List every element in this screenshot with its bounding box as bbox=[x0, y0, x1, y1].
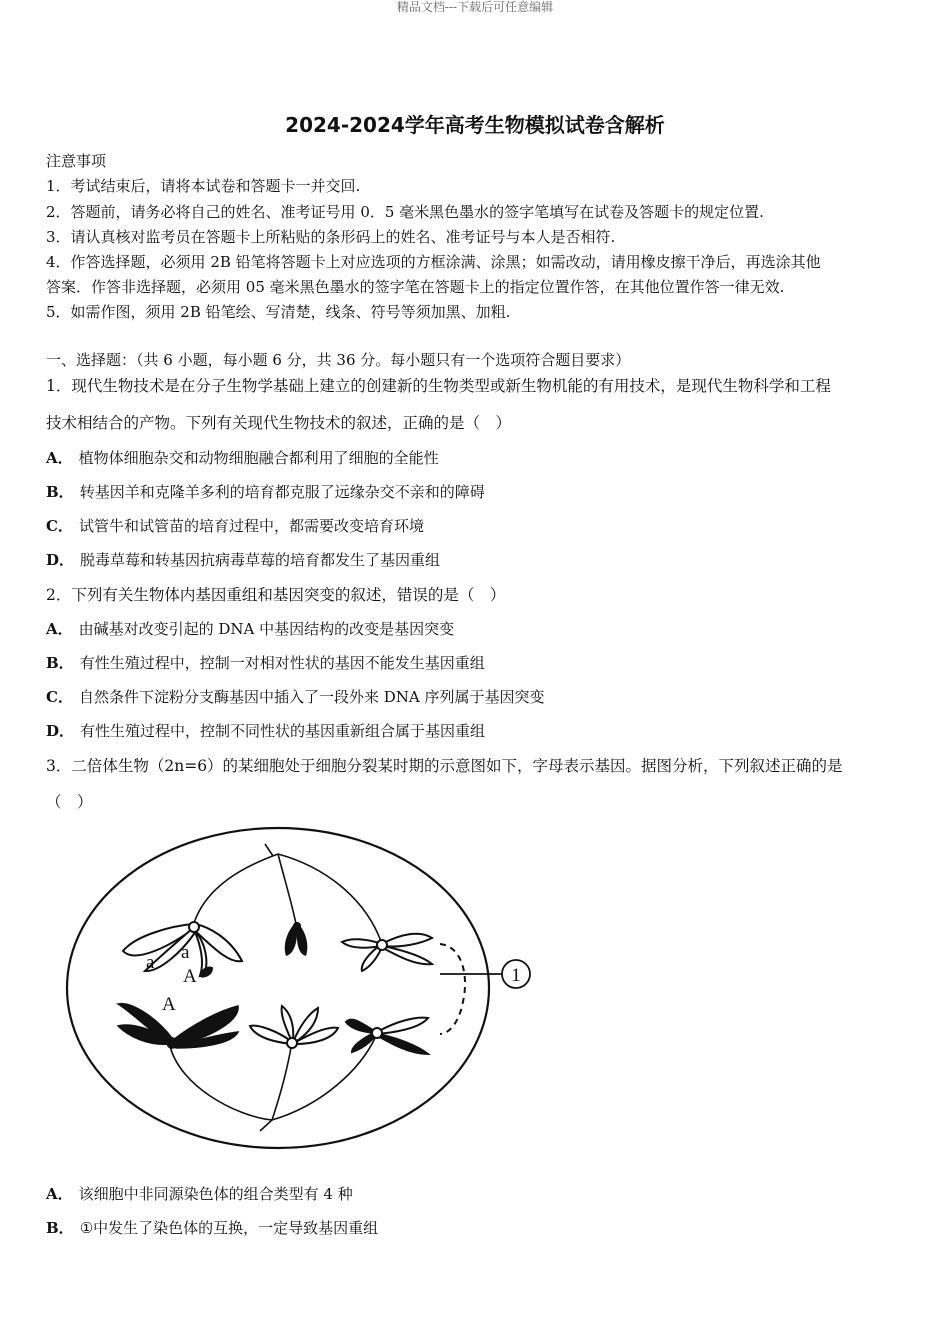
option-text: 由碱基对改变引起的 DNA 中基因结构的改变是基因突变 bbox=[78, 620, 455, 638]
q1-stem-line2: 技术相结合的产物。下列有关现代生物技术的叙述，正确的是（ ） bbox=[46, 414, 512, 432]
option-text: 该细胞中非同源染色体的组合类型有 4 种 bbox=[78, 1185, 353, 1203]
option-letter: C． bbox=[46, 517, 73, 535]
page-title: 2024-2024学年高考生物模拟试卷含解析 bbox=[285, 113, 665, 137]
q3-stem-line1: 3．二倍体生物（2n=6）的某细胞处于细胞分裂某时期的示意图如下，字母表示基因。据图分析，下列叙述正确的是 bbox=[46, 757, 843, 775]
spindle-fibers bbox=[170, 844, 382, 1131]
notice-item-1: 1．考试结束后，请将本试卷和答题卡一并交回. bbox=[46, 177, 361, 195]
option-letter: A． bbox=[46, 1185, 73, 1203]
header-note: 精品文档---下载后可任意编辑 bbox=[396, 0, 554, 14]
option-text: 有性生殖过程中，控制不同性状的基因重新组合属于基因重组 bbox=[80, 722, 486, 740]
gene-label-A-lower: A bbox=[162, 994, 176, 1015]
notice-item-5: 5．如需作图，须用 2B 铅笔绘、写清楚，线条、符号等须加黑、加粗. bbox=[46, 303, 511, 321]
option-letter: B． bbox=[46, 654, 74, 672]
option-letter: D． bbox=[46, 551, 75, 569]
option-text: 脱毒草莓和转基因抗病毒草莓的培育都发生了基因重组 bbox=[80, 551, 441, 569]
q2-option-a bbox=[46, 619, 906, 639]
option-text: 植物体细胞杂交和动物细胞融合都利用了细胞的全能性 bbox=[78, 449, 439, 467]
option-letter: A． bbox=[46, 449, 73, 467]
notice-heading: 注意事项 bbox=[46, 152, 107, 170]
q2-option-d bbox=[46, 721, 906, 741]
notice-item-2: 2．答题前，请务必将自己的姓名、准考证号用 0．5 毫米黑色墨水的签字笔填写在试卷及答题卡的规定位置. bbox=[46, 203, 764, 221]
option-text: 试管牛和试管苗的培育过程中，都需要改变培育环境 bbox=[78, 517, 424, 535]
q1-option-c bbox=[46, 516, 906, 536]
option-text: 自然条件下淀粉分支酶基因中插入了一段外来 DNA 序列属于基因突变 bbox=[78, 688, 545, 706]
gene-label-a-middle: a bbox=[181, 942, 190, 963]
option-letter: D． bbox=[46, 722, 75, 740]
cell-diagram bbox=[60, 826, 540, 1156]
dashed-region bbox=[440, 944, 465, 1034]
chromosome-top-right bbox=[342, 934, 432, 971]
cell-division-figure bbox=[60, 826, 540, 1156]
chromosome-bottom-middle bbox=[250, 1006, 338, 1048]
gene-label-a-left: a bbox=[146, 952, 155, 973]
option-letter: C． bbox=[46, 688, 73, 706]
q1-stem-line1: 1．现代生物技术是在分子生物学基础上建立的创建新的生物类型或新生物机能的有用技术，是现代生物科学和工程 bbox=[46, 377, 831, 395]
q3-stem-line2: （ ） bbox=[46, 793, 93, 811]
option-text: 有性生殖过程中，控制一对相对性状的基因不能发生基因重组 bbox=[79, 654, 485, 672]
marker-number: 1 bbox=[511, 965, 521, 986]
gene-label-A-upper: A bbox=[183, 966, 197, 987]
option-letter: B． bbox=[46, 1219, 74, 1237]
q2-stem: 2．下列有关生物体内基因重组和基因突变的叙述，错误的是（ ） bbox=[46, 586, 506, 604]
q1-option-a bbox=[46, 448, 906, 468]
q2-option-c bbox=[46, 687, 906, 707]
option-letter: A． bbox=[46, 620, 73, 638]
option-letter: B． bbox=[46, 483, 74, 501]
q1-option-d bbox=[46, 550, 906, 570]
section-heading: 一、选择题：（共 6 小题，每小题 6 分，共 36 分。每小题只有一个选项符合题目要求） bbox=[46, 351, 631, 369]
option-text: 转基因羊和克隆羊多利的培育都克服了远缘杂交不亲和的障碍 bbox=[79, 483, 485, 501]
chromosome-bottom-left bbox=[118, 1004, 238, 1048]
q2-option-b bbox=[46, 653, 906, 673]
notice-item-4-cont: 答案．作答非选择题，必须用 05 毫米黑色墨水的签字笔在答题卡上的指定位置作答，在其他位置作答一律无效. bbox=[46, 278, 785, 296]
q3-option-a bbox=[46, 1184, 906, 1204]
chromosome-top-middle bbox=[285, 922, 308, 956]
q3-option-b bbox=[46, 1218, 906, 1238]
notice-item-4: 4．作答选择题，必须用 2B 铅笔将答题卡上对应选项的方框涂满、涂黑；如需改动，请用橡皮擦干净后，再选涂其他 bbox=[46, 253, 821, 271]
q1-option-b bbox=[46, 482, 906, 502]
option-text: ①中发生了染色体的互换，一定导致基因重组 bbox=[79, 1219, 379, 1237]
chromosome-bottom-right bbox=[346, 1018, 428, 1054]
notice-item-3: 3．请认真核对监考员在答题卡上所粘贴的条形码上的姓名、准考证号与本人是否相符. bbox=[46, 228, 616, 246]
